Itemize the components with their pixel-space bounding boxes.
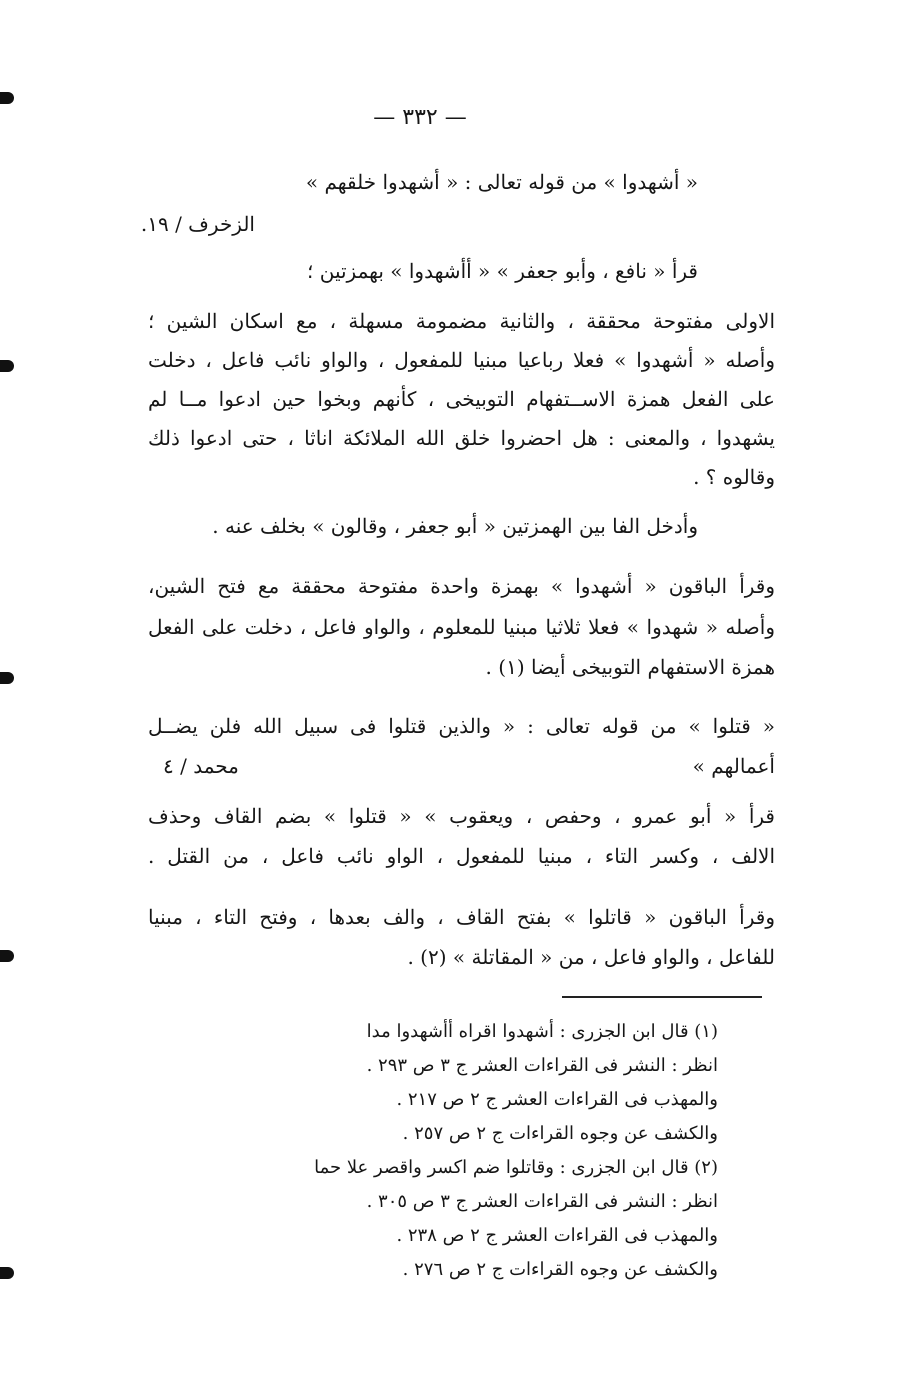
verse-heading: « أشهدوا » من قوله تعالى : « أشهدوا خلقهم » xyxy=(305,170,698,194)
text-line: وقالوه ؟ . xyxy=(693,465,775,489)
text-line: على الفعل همزة الاســتفهام التوبيخى ، كأنهم وبخوا حين ادعوا مــا لم xyxy=(148,387,775,411)
binding-mark xyxy=(0,950,14,962)
text-line: وأصله « أشهدوا » فعلا رباعيا مبنيا للمفعول ، والواو نائب فاعل ، دخلت xyxy=(148,348,775,372)
footnote-line: والمهذب فى القراءات العشر ج ٢ ص ٢٣٨ . xyxy=(396,1225,718,1246)
binding-mark xyxy=(0,360,14,372)
binding-mark xyxy=(0,672,14,684)
binding-mark xyxy=(0,92,14,104)
footnote-line: والكشف عن وجوه القراءات ج ٢ ص ٢٥٧ . xyxy=(402,1123,718,1144)
text-line: همزة الاستفهام التوبيخى أيضا (١) . xyxy=(485,655,775,679)
binding-mark xyxy=(0,1267,14,1279)
footnote-line: (١) قال ابن الجزرى : أشهدوا اقراه أأشهدوا مدا xyxy=(366,1021,718,1042)
footnote-line: انظر : النشر فى القراءات العشر ج ٣ ص ٣٠٥ . xyxy=(366,1191,718,1212)
text-line: الالف ، وكسر التاء ، مبنيا للمفعول ، الواو نائب فاعل ، من القتل . xyxy=(148,844,775,868)
footnote-divider xyxy=(562,996,762,998)
text-line: للفاعل ، والواو فاعل ، من « المقاتلة » (٢) . xyxy=(407,945,775,969)
text-line: قرأ « أبو عمرو ، وحفص ، ويعقوب » « قتلوا » بضم القاف وحذف xyxy=(148,804,775,828)
verse-reference: الزخرف / ١٩. xyxy=(140,212,255,236)
page-number: — ٣٣٢ — xyxy=(373,105,467,130)
text-line: وقرأ الباقون « قاتلوا » بفتح القاف ، والف بعدها ، وفتح التاء ، مبنيا xyxy=(148,905,775,929)
footnote-line: (٢) قال ابن الجزرى : وقاتلوا ضم اكسر واقصر علا حما xyxy=(314,1157,718,1178)
text-line: وأدخل الفا بين الهمزتين « أبو جعفر ، وقالون » بخلف عنه . xyxy=(212,514,698,538)
text-line: يشهدوا ، والمعنى : هل احضروا خلق الله الملائكة اناثا ، حتى ادعوا ذلك xyxy=(148,426,775,450)
text-line: وأصله « شهدوا » فعلا ثلاثيا مبنيا للمعلوم ، والواو فاعل ، دخلت على الفعل xyxy=(148,615,775,639)
text-line: أعمالهم » xyxy=(692,754,775,778)
text-line: قرأ « نافع ، وأبو جعفر » « أأشهدوا » بهمزتين ؛ xyxy=(307,259,698,283)
footnote-line: والكشف عن وجوه القراءات ج ٢ ص ٢٧٦ . xyxy=(402,1259,718,1280)
text-line: الاولى مفتوحة محققة ، والثانية مضمومة مسهلة ، مع اسكان الشين ؛ xyxy=(148,309,775,333)
footnote-line: والمهذب فى القراءات العشر ج ٢ ص ٢١٧ . xyxy=(396,1089,718,1110)
footnote-line: انظر : النشر فى القراءات العشر ج ٣ ص ٢٩٣ . xyxy=(366,1055,718,1076)
verse-reference: محمد / ٤ xyxy=(163,754,239,778)
text-line: وقرأ الباقون « أشهدوا » بهمزة واحدة مفتوحة محققة مع فتح الشين، xyxy=(148,574,775,598)
verse-heading: « قتلوا » من قوله تعالى : « والذين قتلوا فى سبيل الله فلن يضــل xyxy=(148,714,775,738)
